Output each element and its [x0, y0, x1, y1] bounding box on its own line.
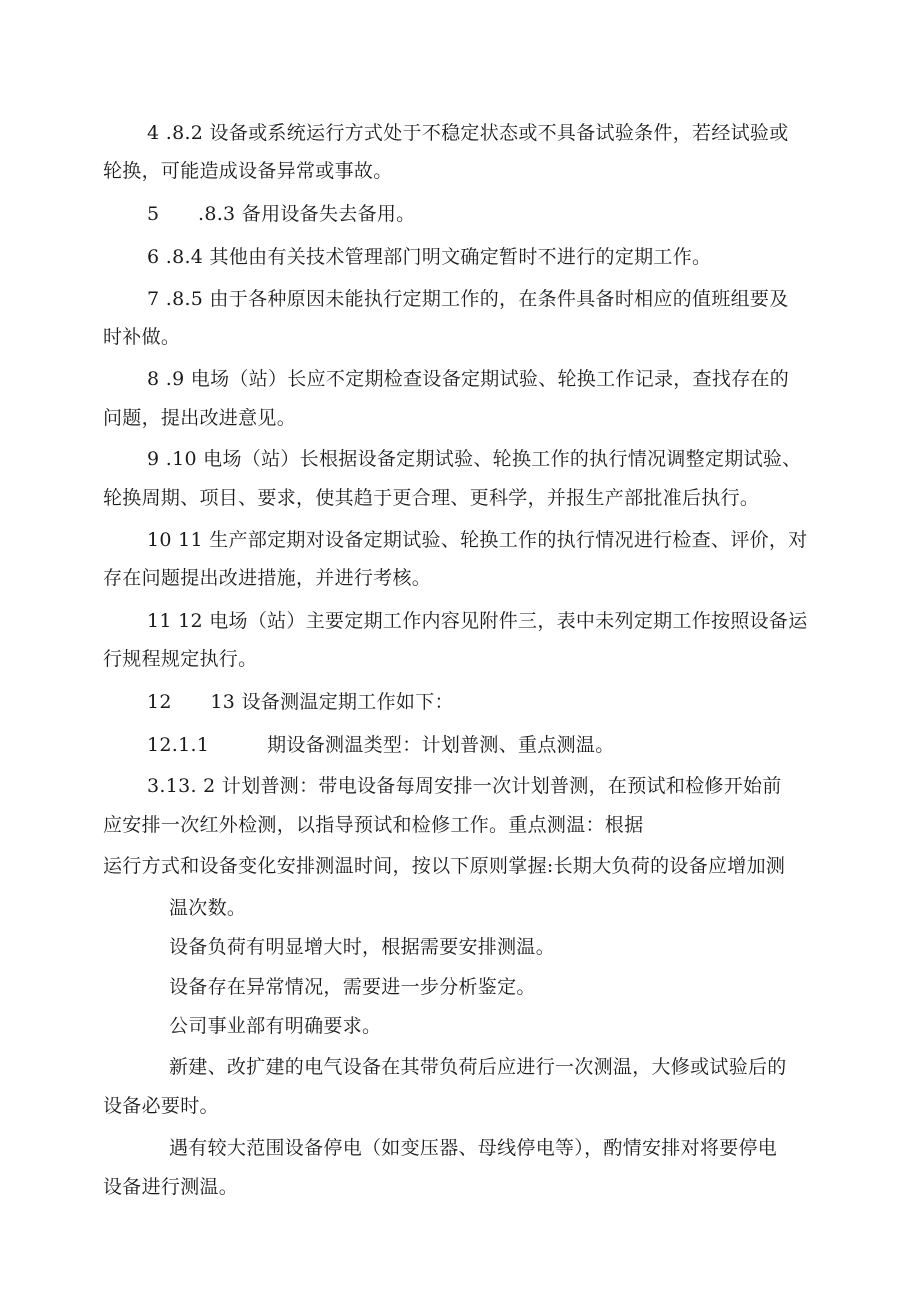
text-line: 设备进行测温。: [103, 1176, 239, 1198]
text-line: 8 .9 电场（站）长应不定期检查设备定期试验、轮换工作记录，查找存在的: [147, 368, 790, 390]
text-line: 10 11 生产部定期对设备定期试验、轮换工作的执行情况进行检查、评价，对: [147, 529, 808, 551]
text-line: 新建、改扩建的电气设备在其带负荷后应进行一次测温，大修或试验后的: [169, 1056, 787, 1078]
text-line: 4 .8.2 设备或系统运行方式处于不稳定状态或不具备试验条件，若经试验或: [147, 122, 789, 144]
text-line: 7 .8.5 由于各种原因未能执行定期工作的，在条件具备时相应的值班组要及: [147, 288, 789, 310]
text-line: 11 12 电场（站）主要定期工作内容见附件三，表中未列定期工作按照设备运: [147, 610, 808, 632]
text-line: 设备必要时。: [103, 1095, 219, 1117]
text-line: 公司事业部有明确要求。: [169, 1015, 382, 1037]
text-line: 应安排一次红外检测，以指导预试和检修工作。重点测温：根据: [103, 814, 644, 836]
text-line: 温次数。: [169, 897, 247, 919]
text-line: 行规程规定执行。: [103, 648, 258, 670]
text-line: 12.1.1 期设备测温类型：计划普测、重点测温。: [147, 734, 615, 756]
text-line: 运行方式和设备变化安排测温时间，按以下原则掌握:长期大负荷的设备应增加测: [103, 855, 786, 877]
text-line: 问题，提出改进意见。: [103, 407, 297, 429]
text-line: 设备负荷有明显增大时，根据需要安排测温。: [169, 936, 556, 958]
text-line: 12 13 设备测温定期工作如下：: [147, 691, 454, 713]
text-line: 3.13. 2 计划普测：带电设备每周安排一次计划普测，在预试和检修开始前: [147, 775, 782, 797]
text-line: 9 .10 电场（站）长根据设备定期试验、轮换工作的执行情况调整定期试验、: [147, 448, 802, 470]
text-line: 5 .8.3 备用设备失去备用。: [147, 203, 416, 225]
text-line: 存在问题提出改进措施，并进行考核。: [103, 567, 432, 589]
text-line: 轮换周期、项目、要求，使其趋于更合理、更科学，并报生产部批准后执行。: [103, 487, 760, 509]
text-line: 遇有较大范围设备停电（如变压器、母线停电等），酌情安排对将要停电: [169, 1137, 778, 1159]
text-line: 轮换，可能造成设备异常或事故。: [103, 160, 393, 182]
text-line: 设备存在异常情况，需要进一步分析鉴定。: [169, 976, 536, 998]
text-line: 6 .8.4 其他由有关技术管理部门明文确定暂时不进行的定期工作。: [147, 246, 712, 268]
text-line: 时补做。: [103, 326, 181, 348]
